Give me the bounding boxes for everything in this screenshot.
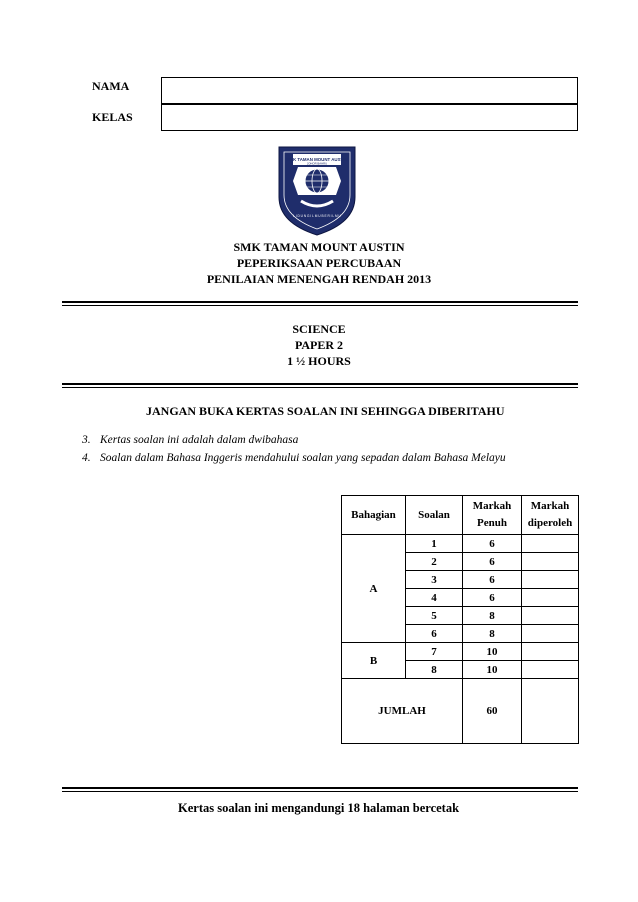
header-question: Soalan (406, 496, 463, 535)
section-b-cell: B (342, 643, 406, 679)
full-marks-cell: 6 (463, 553, 522, 571)
note-item (82, 452, 506, 464)
exam-year: PENILAIAN MENENGAH RENDAH 2013 (206, 272, 432, 286)
crest-top-text: SMK TAMAN MOUNT AUSTIN (286, 157, 348, 162)
divider-top (62, 301, 578, 303)
full-marks-cell: 8 (463, 625, 522, 643)
table-row (342, 535, 579, 553)
table-row (342, 643, 579, 661)
question-cell: 5 (406, 607, 463, 625)
question-cell: 4 (406, 589, 463, 607)
obtained-cell[interactable] (522, 553, 579, 571)
table-total-row (342, 679, 579, 744)
full-marks-cell: 6 (463, 589, 522, 607)
header-full-marks: Markah Penuh (463, 496, 522, 535)
class-field[interactable] (161, 104, 578, 131)
obtained-cell[interactable] (522, 643, 579, 661)
note-item (82, 434, 298, 446)
school-crest-logo (271, 145, 363, 237)
question-cell: 2 (406, 553, 463, 571)
question-cell: 6 (406, 625, 463, 643)
crest-sub-text: JOHOR BAHRU (306, 161, 328, 166)
school-name: SMK TAMAN MOUNT AUSTIN (233, 240, 405, 254)
total-obtained-cell[interactable] (522, 679, 579, 744)
paper-number: PAPER 2 (294, 338, 344, 352)
warning-text: JANGAN BUKA KERTAS SOALAN INI SEHINGGA DIBERITAHU (146, 404, 505, 418)
duration: 1 ½ HOURS (287, 354, 351, 368)
name-field[interactable] (161, 77, 578, 104)
divider-bottom (62, 787, 578, 789)
note-number: 3. (82, 434, 91, 446)
obtained-cell[interactable] (522, 661, 579, 679)
exam-name: PEPERIKSAAN PERCUBAAN (236, 256, 402, 270)
class-label: KELAS (92, 110, 133, 124)
obtained-cell[interactable] (522, 535, 579, 553)
note-text: Kertas soalan ini adalah dalam dwibahasa (100, 434, 299, 446)
subject-name: SCIENCE (292, 322, 346, 336)
full-marks-cell: 10 (463, 643, 522, 661)
full-marks-cell: 10 (463, 661, 522, 679)
question-cell: 8 (406, 661, 463, 679)
full-marks-cell: 6 (463, 571, 522, 589)
table-header-row (342, 496, 579, 535)
question-cell: 3 (406, 571, 463, 589)
divider-middle (62, 383, 578, 385)
total-label: JUMLAH (342, 679, 463, 744)
divider-middle-thin (62, 387, 578, 388)
divider-bottom-thin (62, 791, 578, 792)
section-a-cell: A (342, 535, 406, 643)
question-cell: 1 (406, 535, 463, 553)
header-obtained: Markah diperoleh (522, 496, 579, 535)
obtained-cell[interactable] (522, 571, 579, 589)
total-marks: 60 (463, 679, 522, 744)
marks-table (341, 495, 579, 744)
name-label: NAMA (92, 79, 130, 93)
note-number: 4. (82, 452, 91, 464)
divider-top-thin (62, 305, 578, 306)
obtained-cell[interactable] (522, 589, 579, 607)
obtained-cell[interactable] (522, 607, 579, 625)
note-text: Soalan dalam Bahasa Inggeris mendahului soalan yang sepadan dalam Bahasa Melayu (100, 452, 506, 464)
full-marks-cell: 6 (463, 535, 522, 553)
page-count-note: Kertas soalan ini mengandungi 18 halaman bercetak (178, 801, 460, 815)
crest-motto: L I D U N G I L M U B E R I L M U (293, 214, 341, 218)
full-marks-cell: 8 (463, 607, 522, 625)
header-section: Bahagian (342, 496, 406, 535)
question-cell: 7 (406, 643, 463, 661)
obtained-cell[interactable] (522, 625, 579, 643)
